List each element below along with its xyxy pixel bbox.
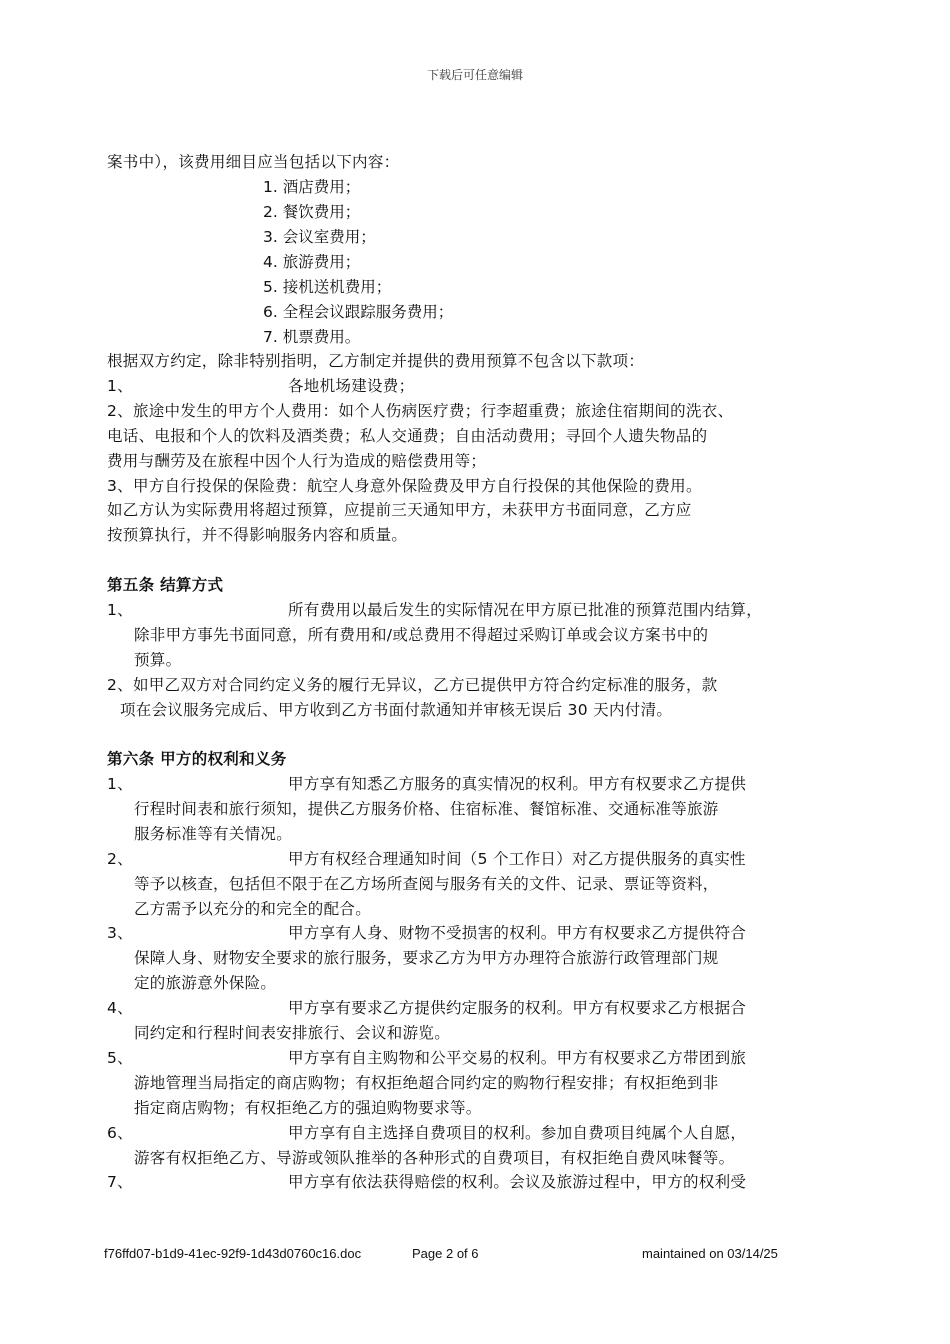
- section5-item1-line: 除非甲方事先书面同意，所有费用和/或总费用不得超过采购订单或会议方案书中的: [134, 626, 709, 644]
- section6-item-line: 游地管理当局指定的商店购物；有权拒绝超合同约定的购物行程安排；有权拒绝到非: [134, 1074, 719, 1092]
- footer-filename: f76ffd07-b1d9-41ec-92f9-1d43d0760c16.doc: [104, 1246, 362, 1261]
- cost-item: 3. 会议室费用；: [263, 228, 376, 246]
- excluded-2-line: 电话、电报和个人的饮料及酒类费；私人交通费；自由活动费用；寻回个人遗失物品的: [107, 427, 708, 445]
- cost-item: 1. 酒店费用；: [263, 178, 361, 196]
- section6-title: 第六条 甲方的权利和义务: [107, 750, 287, 768]
- excluded-2-line: 费用与酬劳及在旅程中因个人行为造成的赔偿费用等；: [107, 452, 487, 470]
- excluded-intro: 根据双方约定，除非特别指明，乙方制定并提供的费用预算不包含以下款项：: [107, 352, 645, 370]
- section6-item-line: 等予以核查，包括但不限于在乙方场所查阅与服务有关的文件、记录、票证等资料，: [134, 875, 719, 893]
- footer-page-number: Page 2 of 6: [412, 1246, 479, 1261]
- section6-item-first: 甲方享有依法获得赔偿的权利。会议及旅游过程中，甲方的权利受: [288, 1173, 747, 1191]
- section6-item-num: 3、: [107, 924, 133, 942]
- section6-item-num: 4、: [107, 999, 133, 1017]
- section5-item1-line: 所有费用以最后发生的实际情况在甲方原已批准的预算范围内结算，: [288, 601, 763, 619]
- section5-item2-line: 2、如甲乙双方对合同约定义务的履行无异议，乙方已提供甲方符合约定标准的服务，款: [107, 676, 718, 694]
- section6-item-first: 甲方享有自主选择自费项目的权利。参加自费项目纯属个人自愿，: [288, 1124, 747, 1142]
- section5-item1-line: 预算。: [134, 651, 182, 669]
- section5-item2-line: 项在会议服务完成后、甲方收到乙方书面付款通知并审核无误后 30 天内付清。: [120, 701, 673, 719]
- section6-item-first: 甲方享有知悉乙方服务的真实情况的权利。甲方有权要求乙方提供: [288, 775, 747, 793]
- cost-item: 2. 餐饮费用；: [263, 203, 361, 221]
- section6-item-line: 服务标准等有关情况。: [134, 825, 293, 843]
- excluded-2-line: 2、旅途中发生的甲方个人费用：如个人伤病医疗费；行李超重费；旅途住宿期间的洗衣、: [107, 402, 734, 420]
- excluded-3: 3、甲方自行投保的保险费：航空人身意外保险费及甲方自行投保的其他保险的费用。: [107, 477, 702, 495]
- header-note: 下载后可任意编辑: [426, 68, 523, 82]
- section5-item1-num: 1、: [107, 601, 133, 619]
- section6-item-num: 5、: [107, 1049, 133, 1067]
- cost-item: 4. 旅游费用；: [263, 253, 361, 271]
- section6-item-line: 同约定和行程时间表安排旅行、会议和游览。: [134, 1024, 451, 1042]
- cost-item: 7. 机票费用。: [263, 328, 361, 346]
- cost-item: 5. 接机送机费用；: [263, 278, 392, 296]
- section6-item-first: 甲方享有要求乙方提供约定服务的权利。甲方有权要求乙方根据合: [288, 999, 747, 1017]
- section6-item-num: 2、: [107, 850, 133, 868]
- section6-item-line: 指定商店购物；有权拒绝乙方的强迫购物要求等。: [134, 1099, 482, 1117]
- section6-item-first: 甲方享有自主购物和公平交易的权利。甲方有权要求乙方带团到旅: [288, 1049, 747, 1067]
- excluded-1-text: 各地机场建设费；: [288, 377, 415, 395]
- section6-item-first: 甲方享有人身、财物不受损害的权利。甲方有权要求乙方提供符合: [288, 924, 747, 942]
- section6-item-num: 1、: [107, 775, 133, 793]
- section6-item-num: 7、: [107, 1173, 133, 1191]
- section6-item-line: 行程时间表和旅行须知，提供乙方服务价格、住宿标准、餐馆标准、交通标准等旅游: [134, 800, 719, 818]
- section6-item-first: 甲方有权经合理通知时间（5 个工作日）对乙方提供服务的真实性: [288, 850, 746, 868]
- section6-item-line: 定的旅游意外保险。: [134, 974, 277, 992]
- section6-item-line: 乙方需予以充分的和完全的配合。: [134, 900, 372, 918]
- cost-item: 6. 全程会议跟踪服务费用；: [263, 303, 454, 321]
- overbudget-line: 如乙方认为实际费用将超过预算，应提前三天通知甲方，未获甲方书面同意，乙方应: [107, 501, 692, 519]
- section5-title: 第五条 结算方式: [107, 576, 224, 594]
- intro-line: 案书中），该费用细目应当包括以下内容：: [107, 153, 400, 171]
- section6-item-line: 保障人身、财物安全要求的旅行服务，要求乙方为甲方办理符合旅游行政管理部门规: [134, 949, 719, 967]
- footer-maintained-date: maintained on 03/14/25: [642, 1246, 778, 1261]
- excluded-1-num: 1、: [107, 377, 133, 395]
- section6-item-line: 游客有权拒绝乙方、导游或领队推举的各种形式的自费项目，有权拒绝自费风味餐等。: [134, 1149, 735, 1167]
- overbudget-line: 按预算执行，并不得影响服务内容和质量。: [107, 526, 408, 544]
- section6-item-num: 6、: [107, 1124, 133, 1142]
